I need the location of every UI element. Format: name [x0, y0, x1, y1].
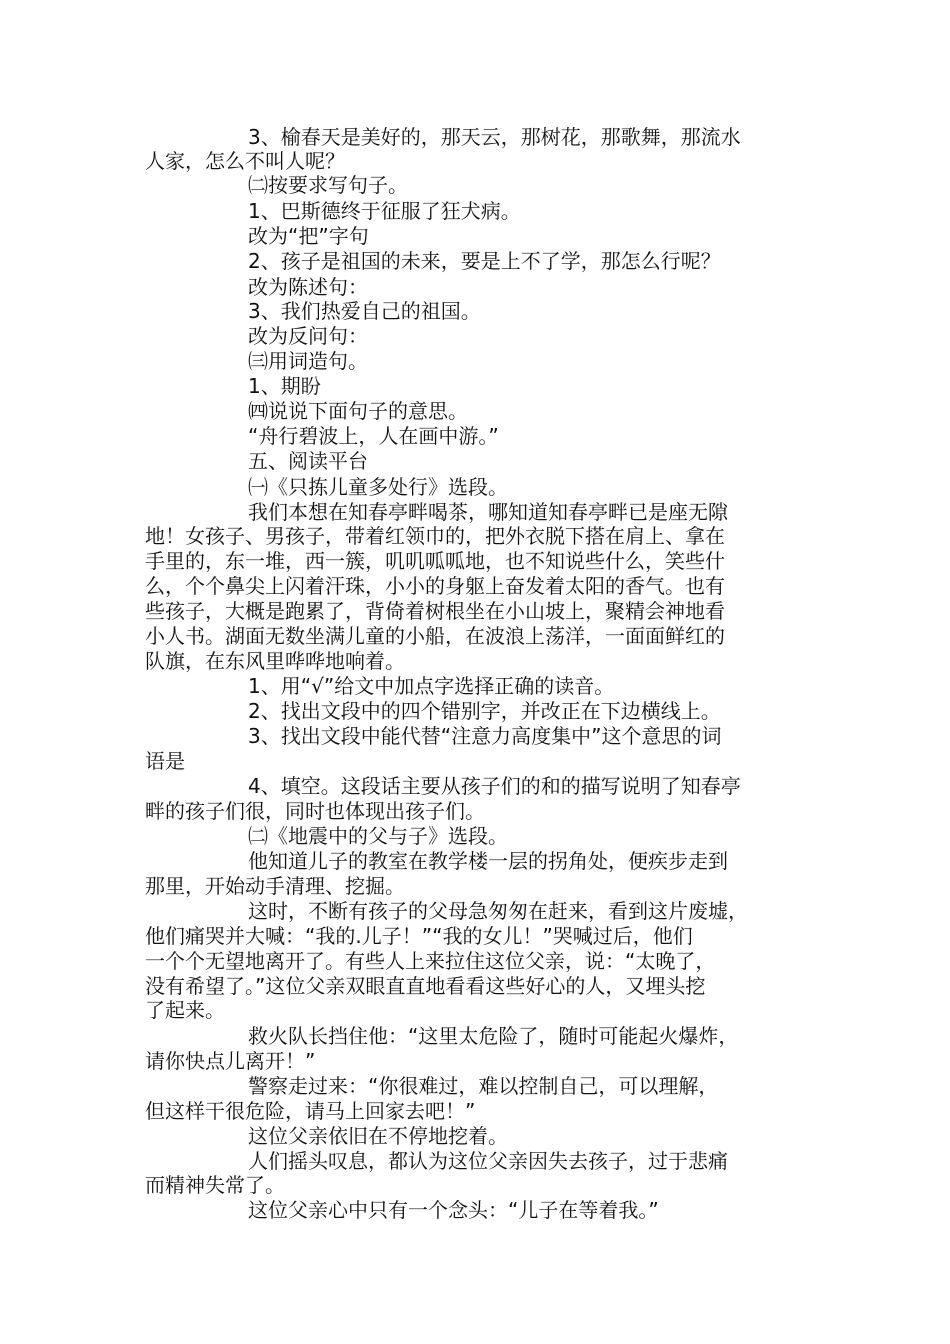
- text-line: 这时，不断有孩子的父母急匆匆在赶来，看到这片废墟，: [248, 899, 748, 923]
- text-line: “舟行碧波上，人在画中游。”: [248, 424, 499, 448]
- text-line: 语是: [145, 749, 185, 773]
- text-line: 队旗，在东风里哗哗地响着。: [145, 649, 405, 673]
- text-line: 救火队长挡住他：“这里太危险了，随时可能起火爆炸，: [248, 1024, 739, 1048]
- text-line: 了起来。: [145, 998, 225, 1022]
- text-line: 他知道儿子的教室在教学楼一层的拐角处，便疾步走到: [248, 849, 728, 873]
- text-line: 2、找出文段中的四个错别字，并改正在下边横线上。: [248, 699, 721, 723]
- text-line: 地！女孩子、男孩子，带着红领巾的，把外衣脱下搭在肩上、拿在: [145, 524, 725, 548]
- text-line: 那里，开始动手清理、挖掘。: [145, 874, 405, 898]
- text-line: ㈠《只拣儿童多处行》选段。: [248, 475, 508, 499]
- text-line: 警察走过来：“你很难过，难以控制自己，可以理解，: [248, 1074, 719, 1098]
- text-line: 没有希望了。”这位父亲双眼直直地看看这些好心的人，又埋头挖: [145, 974, 706, 998]
- text-line: 手里的，东一堆，西一簇，叽叽呱呱地，也不知说些什么，笑些什: [145, 549, 725, 573]
- text-line: 3、我们热爱自己的祖国。: [248, 299, 481, 323]
- text-line: 改为“把”字句: [248, 224, 369, 248]
- text-line: 人家，怎么不叫人呢？: [145, 149, 345, 173]
- text-line: 这位父亲依旧在不停地挖着。: [248, 1124, 508, 1148]
- text-line: 五、阅读平台: [248, 449, 368, 473]
- text-line: ㈣说说下面句子的意思。: [248, 399, 468, 423]
- text-line: ㈡按要求写句子。: [248, 173, 408, 197]
- text-line: 3、榆春天是美好的，那天云，那树花，那歌舞，那流水: [248, 125, 741, 149]
- text-line: 一个个无望地离开了。有些人上来拉住这位父亲，说：“太晚了，: [145, 949, 716, 973]
- text-line: 他们痛哭并大喊：“我的.儿子！”“我的女儿！”哭喊过后，他们: [145, 924, 693, 948]
- text-line: 1、期盼: [248, 374, 321, 398]
- text-line: 小人书。湖面无数坐满儿童的小船，在波浪上荡洋，一面面鲜红的: [145, 624, 725, 648]
- text-line: 畔的孩子们很，同时也体现出孩子们。: [145, 799, 485, 823]
- text-line: 但这样干很危险，请马上回家去吧！”: [145, 1099, 476, 1123]
- text-line: 改为反问句：: [248, 324, 368, 348]
- text-line: 改为陈述句：: [248, 275, 368, 299]
- text-line: 么，个个鼻尖上闪着汗珠，小小的身躯上奋发着太阳的香气。也有: [145, 574, 725, 598]
- text-line: 请你快点儿离开！”: [145, 1049, 316, 1073]
- text-line: 1、用“√”给文中加点字选择正确的读音。: [248, 674, 615, 698]
- text-line: 3、找出文段中能代替“注意力高度集中”这个意思的词: [248, 724, 722, 748]
- text-line: ㈡《地震中的父与子》选段。: [248, 824, 508, 848]
- text-line: 2、孩子是祖国的未来，要是上不了学，那怎么行呢？: [248, 249, 721, 273]
- text-line: ㈢用词造句。: [248, 349, 368, 373]
- text-line: 些孩子，大概是跑累了，背倚着树根坐在小山坡上，聚精会神地看: [145, 599, 725, 623]
- text-line: 而精神失常了。: [145, 1173, 285, 1197]
- text-line: 我们本想在知春亭畔喝茶，哪知道知春亭畔已是座无隙: [248, 500, 728, 524]
- text-line: 这位父亲心中只有一个念头：“儿子在等着我。”: [248, 1198, 659, 1222]
- text-line: 1、巴斯德终于征服了狂犬病。: [248, 199, 521, 223]
- text-line: 人们摇头叹息，都认为这位父亲因失去孩子，过于悲痛: [248, 1149, 728, 1173]
- text-line: 4、填空。这段话主要从孩子们的和的描写说明了知春亭: [248, 774, 741, 798]
